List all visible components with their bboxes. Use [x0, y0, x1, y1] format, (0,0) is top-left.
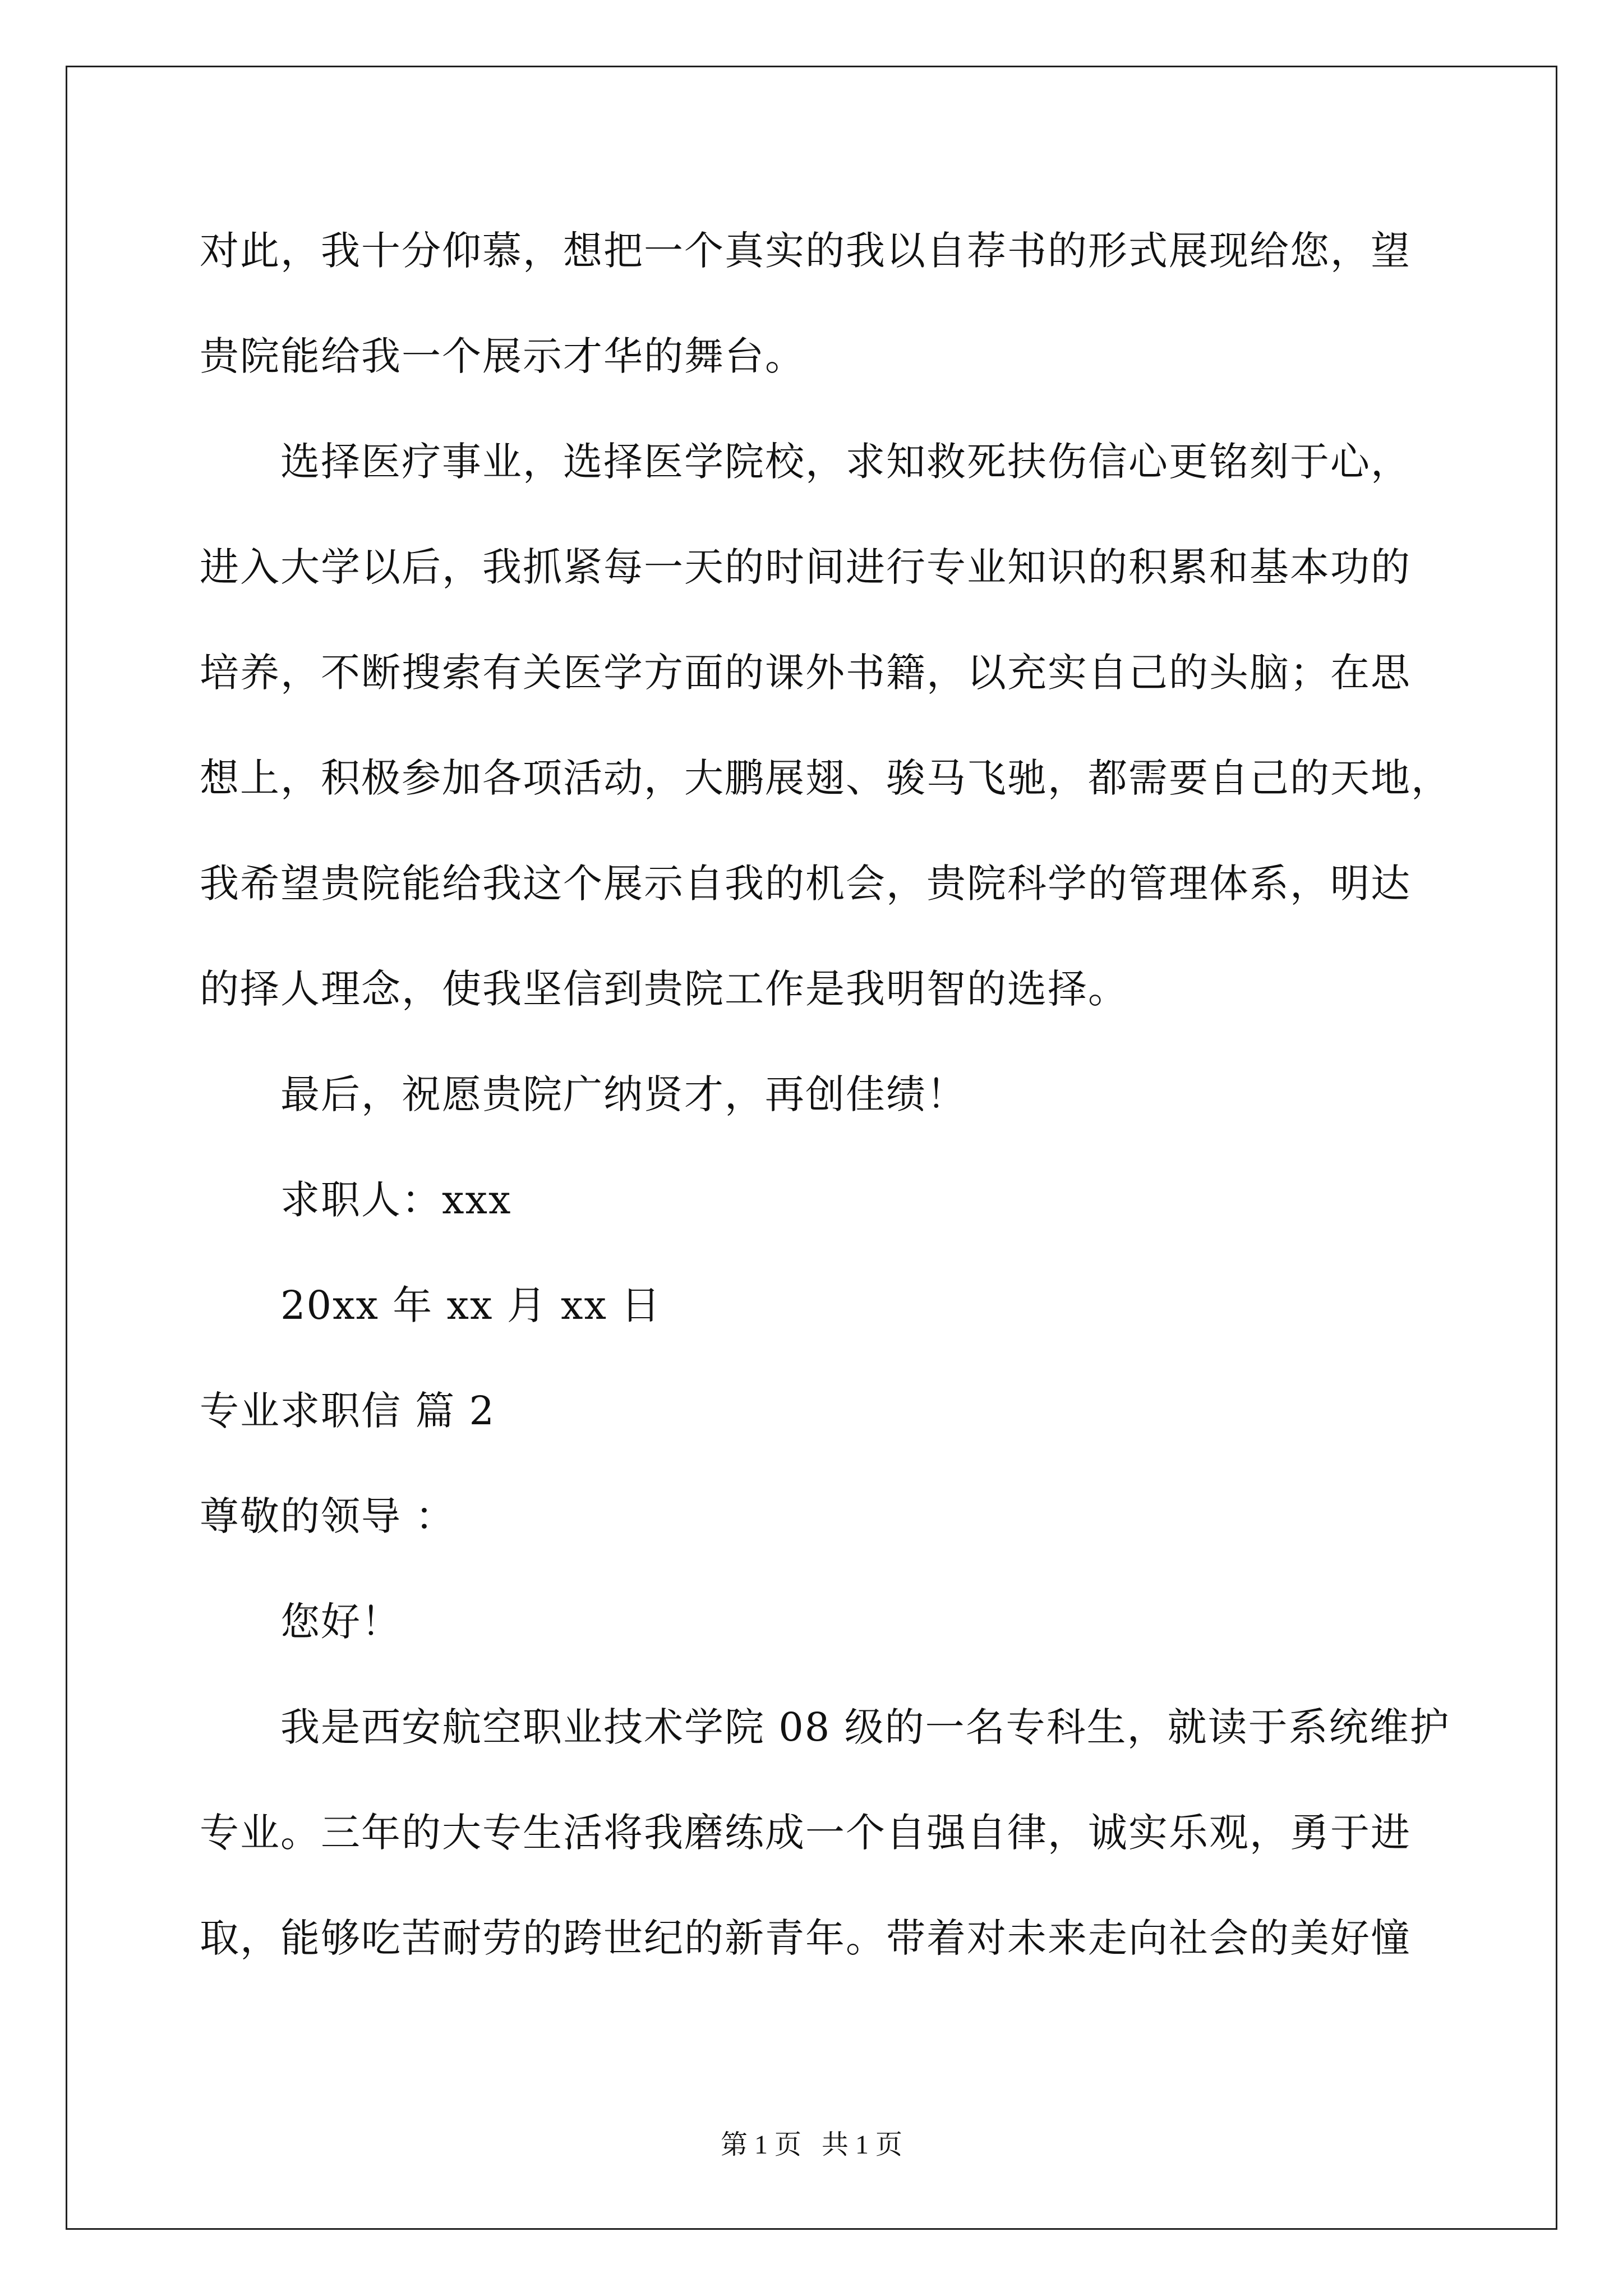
page-footer: 第 1 页 共 1 页 — [720, 2130, 902, 2160]
greeting: 您好！ — [280, 1599, 402, 1645]
closing-wish: 最后，祝愿贵院广纳贤才，再创佳绩！ — [280, 1071, 967, 1117]
paragraph-line: 想上，积极参加各项活动，大鹏展翅、骏马飞驰，都需要自己的天地， — [200, 755, 1451, 801]
paragraph-line: 贵院能给我一个展示才华的舞台。 — [200, 333, 805, 379]
salutation: 尊敬的领导 ： — [200, 1493, 456, 1539]
applicant-signature: 求职人：xxx — [280, 1177, 512, 1223]
paragraph-line: 我希望贵院能给我这个展示自我的机会，贵院科学的管理体系，明达 — [200, 861, 1411, 907]
paragraph-line: 的择人理念，使我坚信到贵院工作是我明智的选择。 — [200, 966, 1128, 1012]
letter-date: 20xx 年 xx 月 xx 日 — [280, 1282, 662, 1328]
paragraph-line: 我是西安航空职业技术学院 08 级的一名专科生，就读于系统维护 — [280, 1704, 1450, 1750]
page-border — [66, 66, 1557, 2230]
paragraph-line: 专业。三年的大专生活将我磨练成一个自强自律，诚实乐观，勇于进 — [200, 1810, 1411, 1856]
paragraph-line: 培养，不断搜索有关医学方面的课外书籍，以充实自己的头脑；在思 — [200, 650, 1411, 696]
paragraph-line: 取，能够吃苦耐劳的跨世纪的新青年。带着对未来走向社会的美好憧 — [200, 1915, 1411, 1961]
paragraph-line: 对此，我十分仰慕，想把一个真实的我以自荐书的形式展现给您，望 — [200, 228, 1411, 274]
paragraph-line: 选择医疗事业，选择医学院校，求知救死扶伤信心更铭刻于心， — [280, 439, 1411, 485]
paragraph-line: 进入大学以后，我抓紧每一天的时间进行专业知识的积累和基本功的 — [200, 544, 1411, 590]
section-heading: 专业求职信 篇 2 — [200, 1388, 496, 1434]
